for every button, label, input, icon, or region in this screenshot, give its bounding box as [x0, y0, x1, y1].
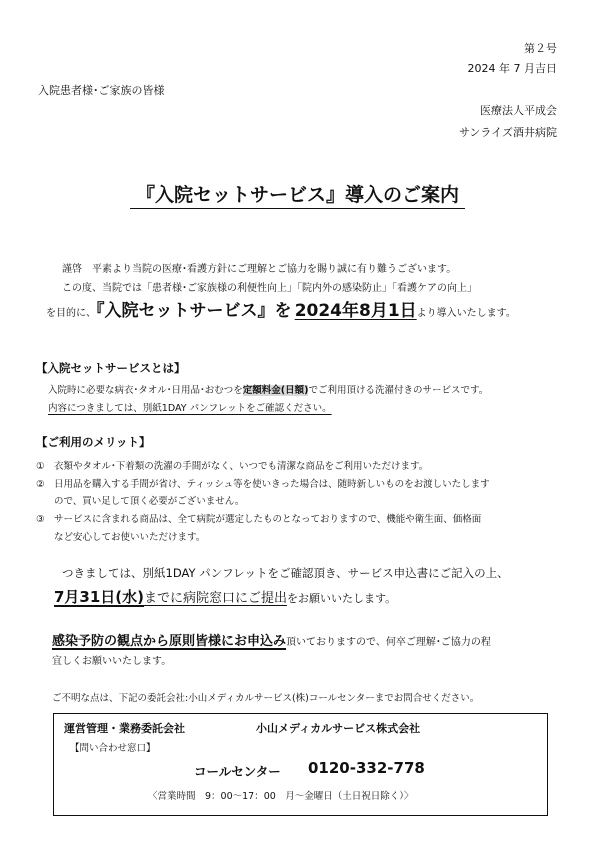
merits-heading: 【ご利用のメリット】	[36, 435, 151, 449]
flat-rate-highlight: 定額料金(日額)	[242, 385, 309, 396]
hospital-name: サンライズ酒井病院	[458, 126, 557, 139]
about-heading: 【入院セットサービスとは】	[36, 361, 186, 375]
inquiry-window-label: 【問い合わせ窓口】	[70, 743, 156, 754]
addressee: 入院患者様･ご家族の皆様	[38, 84, 165, 97]
organization-name: 医療法人平成会	[480, 104, 557, 117]
merit-number: ②	[36, 479, 45, 490]
service-name: 『入院セットサービス』を	[96, 301, 292, 321]
operator-label: 運営管理・業務委託会社	[64, 722, 185, 735]
merit-item-continued: ので、買い足して頂く必要がございません。	[54, 496, 245, 507]
request-deadline-line: 7月31日(水)までに病院窓口にご提出をお願いいたします。	[54, 588, 397, 606]
merit-number: ①	[36, 461, 45, 472]
merit-item: ③ サービスに含まれる商品は、全て病院が選定したものとなっておりますので、機能や衛生面、価格面	[36, 514, 482, 525]
policy-line-2: 宜しくお願いいたします。	[52, 656, 172, 667]
document-number: 第２号	[524, 42, 557, 55]
page-title: 『入院セットサービス』導入のご案内	[0, 180, 595, 207]
request-line: つきましては、別紙1DAY パンフレットをご確認頂き、サービス申込書にご記入の上、	[62, 566, 509, 580]
submission-deadline: 7月31日(水)	[54, 588, 145, 606]
merit-item: ② 日用品を購入する手間が省け、ティッシュ等を使いきった場合は、随時新しいものをお渡しいたします	[36, 479, 490, 490]
merit-item-continued: など安心してお使いいただけます。	[54, 532, 206, 543]
issue-date: 2024 年 7 月吉日	[467, 62, 557, 75]
intro-purpose: この度、当院では「患者様･ご家族様の利便性向上」「院内外の感染防止」「看護ケアの向上」	[62, 283, 477, 294]
about-pamphlet-note: 内容につきましては、別紙1DAY パンフレットをご確認ください。	[48, 403, 332, 414]
business-hours: 〈営業時間 9：00～17：00 月～金曜日（土日祝日除く）〉	[148, 791, 414, 802]
submit-at-window: までに病院窓口にご提出	[144, 591, 288, 606]
intro-launch: を目的に、『入院セットサービス』を 2024年8月1日より導入いたします。	[46, 301, 516, 321]
about-description: 入院時に必要な病衣･タオル･日用品･おむつを定額料金(日額)でご利用頂ける洗濯付きのサービスです。	[48, 385, 489, 396]
policy-line: 感染予防の観点から原則皆様にお申込み頂いておりますので、何卒ご理解･ご協力の程	[52, 634, 491, 649]
merit-number: ③	[36, 514, 45, 525]
merit-item: ① 衣類やタオル･下着類の洗濯の手間がなく、いつでも清潔な商品をご利用いただけます。	[36, 461, 429, 472]
intro-greeting: 謹啓 平素より当院の医療･看護方針にご理解とご協力を賜り誠に有り難うございます。	[62, 264, 457, 275]
phone-number: 0120-332-778	[308, 759, 425, 777]
contact-box	[53, 713, 548, 816]
launch-date: 2024年8月1日	[294, 301, 417, 321]
call-center-label: コールセンター	[194, 764, 281, 779]
inquiry-note: ご不明な点は、下記の委託会社:小山メディカルサービス(株)コールセンターまでお問合せください。	[52, 693, 480, 704]
policy-emphasis: 感染予防の観点から原則皆様にお申込み	[52, 634, 287, 649]
company-name: 小山メディカルサービス株式会社	[256, 722, 421, 735]
